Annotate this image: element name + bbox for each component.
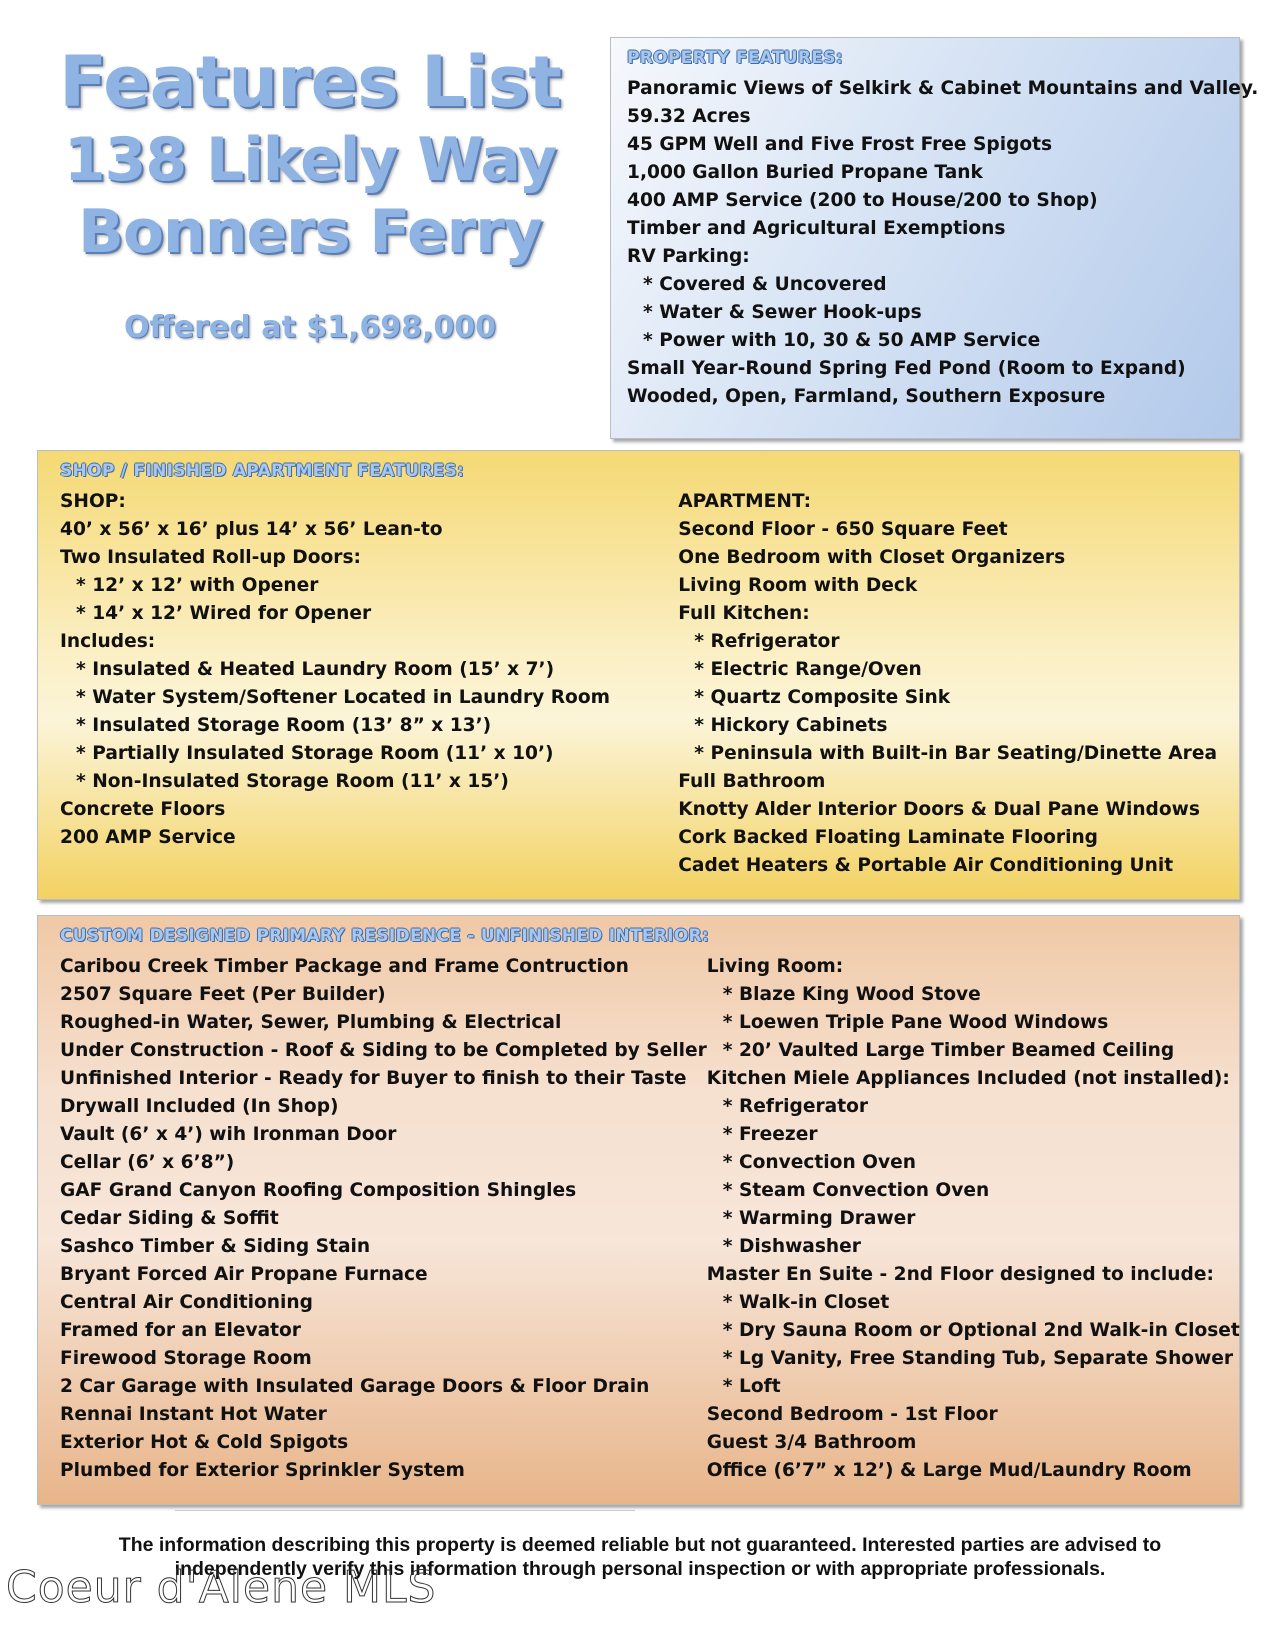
feature-item: RV Parking: bbox=[627, 246, 750, 267]
feature-item: Unfinished Interior - Ready for Buyer to finish to their Taste bbox=[60, 1068, 687, 1089]
feature-sub-item: * Non-Insulated Storage Room (11’ x 15’) bbox=[76, 771, 509, 792]
address-line: 138 Likely Way bbox=[63, 125, 557, 195]
apartment-features-list bbox=[678, 488, 1217, 880]
residence-features-left bbox=[60, 953, 707, 1485]
feature-item: SHOP: bbox=[60, 491, 126, 512]
feature-sub-item: * Insulated & Heated Laundry Room (15’ x 7’) bbox=[76, 659, 555, 680]
feature-item: Master En Suite - 2nd Floor designed to include: bbox=[706, 1264, 1214, 1285]
feature-item: 400 AMP Service (200 to House/200 to Shop) bbox=[627, 190, 1098, 211]
feature-item: Cellar (6’ x 6’8”) bbox=[60, 1152, 235, 1173]
feature-sub-item: * Electric Range/Oven bbox=[694, 659, 922, 680]
feature-sub-item: * Warming Drawer bbox=[722, 1208, 916, 1229]
feature-item: Cork Backed Floating Laminate Flooring bbox=[678, 827, 1098, 848]
feature-item: 40’ x 56’ x 16’ plus 14’ x 56’ Lean-to bbox=[60, 519, 443, 540]
feature-sub-item: * Water System/Softener Located in Laundry Room bbox=[76, 687, 610, 708]
feature-item: Plumbed for Exterior Sprinkler System bbox=[60, 1460, 465, 1481]
feature-item: Vault (6’ x 4’) wih Ironman Door bbox=[60, 1124, 397, 1145]
feature-sub-item: * Insulated Storage Room (13’ 8” x 13’) bbox=[76, 715, 492, 736]
feature-sub-item: * 14’ x 12’ Wired for Opener bbox=[76, 603, 372, 624]
property-features-panel bbox=[610, 37, 1259, 439]
feature-item: Firewood Storage Room bbox=[60, 1348, 312, 1369]
property-features-list bbox=[627, 75, 1259, 411]
feature-item: Drywall Included (In Shop) bbox=[60, 1096, 339, 1117]
feature-sub-item: * Loewen Triple Pane Wood Windows bbox=[722, 1012, 1109, 1033]
feature-item: Living Room: bbox=[706, 956, 844, 977]
offered-price: Offered at $1,698,000 bbox=[123, 310, 497, 345]
feature-item: Second Floor - 650 Square Feet bbox=[678, 519, 1008, 540]
feature-item: Rennai Instant Hot Water bbox=[60, 1404, 327, 1425]
feature-sub-item: * Dishwasher bbox=[722, 1236, 861, 1257]
feature-item: Cadet Heaters & Portable Air Conditioning Unit bbox=[678, 855, 1174, 876]
feature-item: Full Kitchen: bbox=[678, 603, 810, 624]
property-features-heading: PROPERTY FEATURES: bbox=[627, 48, 843, 68]
feature-item: Cedar Siding & Soffit bbox=[60, 1208, 279, 1229]
feature-item: Small Year-Round Spring Fed Pond (Room to Expand) bbox=[627, 358, 1186, 379]
feature-sub-item: * 12’ x 12’ with Opener bbox=[76, 575, 319, 596]
feature-item: Roughed-in Water, Sewer, Plumbing & Electrical bbox=[60, 1012, 562, 1033]
page-title: Features List bbox=[59, 41, 561, 123]
feature-item: GAF Grand Canyon Roofing Composition Shingles bbox=[60, 1180, 577, 1201]
feature-item: Two Insulated Roll-up Doors: bbox=[60, 547, 361, 568]
feature-sub-item: * Walk-in Closet bbox=[722, 1292, 890, 1313]
feature-sub-item: * Lg Vanity, Free Standing Tub, Separate Shower bbox=[722, 1348, 1234, 1369]
feature-item: Concrete Floors bbox=[60, 799, 226, 820]
feature-item: Office (6’7” x 12’) & Large Mud/Laundry Room bbox=[706, 1460, 1192, 1481]
feature-sub-item: * Covered & Uncovered bbox=[643, 274, 887, 295]
feature-sub-item: * Convection Oven bbox=[722, 1152, 916, 1173]
feature-sub-item: * Water & Sewer Hook-ups bbox=[643, 302, 922, 323]
feature-sub-item: * Refrigerator bbox=[694, 631, 840, 652]
feature-sub-item: * Power with 10, 30 & 50 AMP Service bbox=[643, 330, 1041, 351]
feature-item: 200 AMP Service bbox=[60, 827, 236, 848]
feature-item: Second Bedroom - 1st Floor bbox=[706, 1404, 998, 1425]
mls-watermark: Coeur d'Alene MLS bbox=[6, 1562, 437, 1613]
residence-features-right bbox=[707, 953, 1240, 1485]
title-block bbox=[40, 40, 580, 345]
feature-item: Living Room with Deck bbox=[678, 575, 918, 596]
disclaimer: The information describing this property is deemed reliable but not guaranteed. Interested parties are advised to independently verify this information through personal inspection or with appropriate professionals. bbox=[118, 1534, 1162, 1580]
feature-item: Central Air Conditioning bbox=[60, 1292, 313, 1313]
feature-item: 45 GPM Well and Five Frost Free Spigots bbox=[627, 134, 1053, 155]
feature-sub-item: * Dry Sauna Room or Optional 2nd Walk-in Closet bbox=[722, 1320, 1240, 1341]
feature-item: Panoramic Views of Selkirk & Cabinet Mountains and Valley. bbox=[627, 78, 1259, 99]
feature-item: Sashco Timber & Siding Stain bbox=[60, 1236, 371, 1257]
city-line: Bonners Ferry bbox=[78, 197, 542, 267]
footer-divider bbox=[175, 1510, 635, 1511]
feature-item: 59.32 Acres bbox=[627, 106, 751, 127]
feature-item: Exterior Hot & Cold Spigots bbox=[60, 1432, 349, 1453]
feature-item: 1,000 Gallon Buried Propane Tank bbox=[627, 162, 983, 183]
feature-item: Includes: bbox=[60, 631, 156, 652]
feature-item: APARTMENT: bbox=[678, 491, 811, 512]
residence-heading: CUSTOM DESIGNED PRIMARY RESIDENCE - UNFINISHED INTERIOR: bbox=[60, 926, 710, 946]
shop-apartment-panel bbox=[37, 450, 1240, 900]
feature-item: Full Bathroom bbox=[678, 771, 826, 792]
feature-sub-item: * Freezer bbox=[722, 1124, 818, 1145]
shop-apartment-heading: SHOP / FINISHED APARTMENT FEATURES: bbox=[60, 461, 465, 481]
feature-sub-item: * Hickory Cabinets bbox=[694, 715, 888, 736]
feature-sub-item: * Steam Convection Oven bbox=[722, 1180, 990, 1201]
feature-item: One Bedroom with Closet Organizers bbox=[678, 547, 1066, 568]
feature-item: Bryant Forced Air Propane Furnace bbox=[60, 1264, 428, 1285]
feature-item: Kitchen Miele Appliances Included (not installed): bbox=[706, 1068, 1230, 1089]
feature-item: Guest 3/4 Bathroom bbox=[706, 1432, 917, 1453]
feature-sub-item: * Refrigerator bbox=[722, 1096, 869, 1117]
feature-item: 2507 Square Feet (Per Builder) bbox=[60, 984, 386, 1005]
feature-sub-item: * Loft bbox=[722, 1376, 781, 1397]
feature-item: Wooded, Open, Farmland, Southern Exposure bbox=[627, 386, 1106, 407]
feature-sub-item: * Quartz Composite Sink bbox=[694, 687, 951, 708]
residence-panel bbox=[37, 915, 1240, 1505]
feature-item: Caribou Creek Timber Package and Frame Contruction bbox=[60, 956, 629, 977]
feature-sub-item: * Partially Insulated Storage Room (11’ x 10’) bbox=[76, 743, 554, 764]
feature-item: Under Construction - Roof & Siding to be Completed by Seller bbox=[60, 1040, 707, 1061]
feature-sub-item: * Peninsula with Built-in Bar Seating/Dinette Area bbox=[694, 743, 1217, 764]
feature-item: Knotty Alder Interior Doors & Dual Pane Windows bbox=[678, 799, 1200, 820]
feature-item: 2 Car Garage with Insulated Garage Doors & Floor Drain bbox=[60, 1376, 650, 1397]
feature-item: Framed for an Elevator bbox=[60, 1320, 301, 1341]
feature-item: Timber and Agricultural Exemptions bbox=[627, 218, 1006, 239]
feature-sub-item: * 20’ Vaulted Large Timber Beamed Ceiling bbox=[722, 1040, 1175, 1061]
feature-sub-item: * Blaze King Wood Stove bbox=[722, 984, 981, 1005]
shop-features-list bbox=[60, 488, 678, 880]
